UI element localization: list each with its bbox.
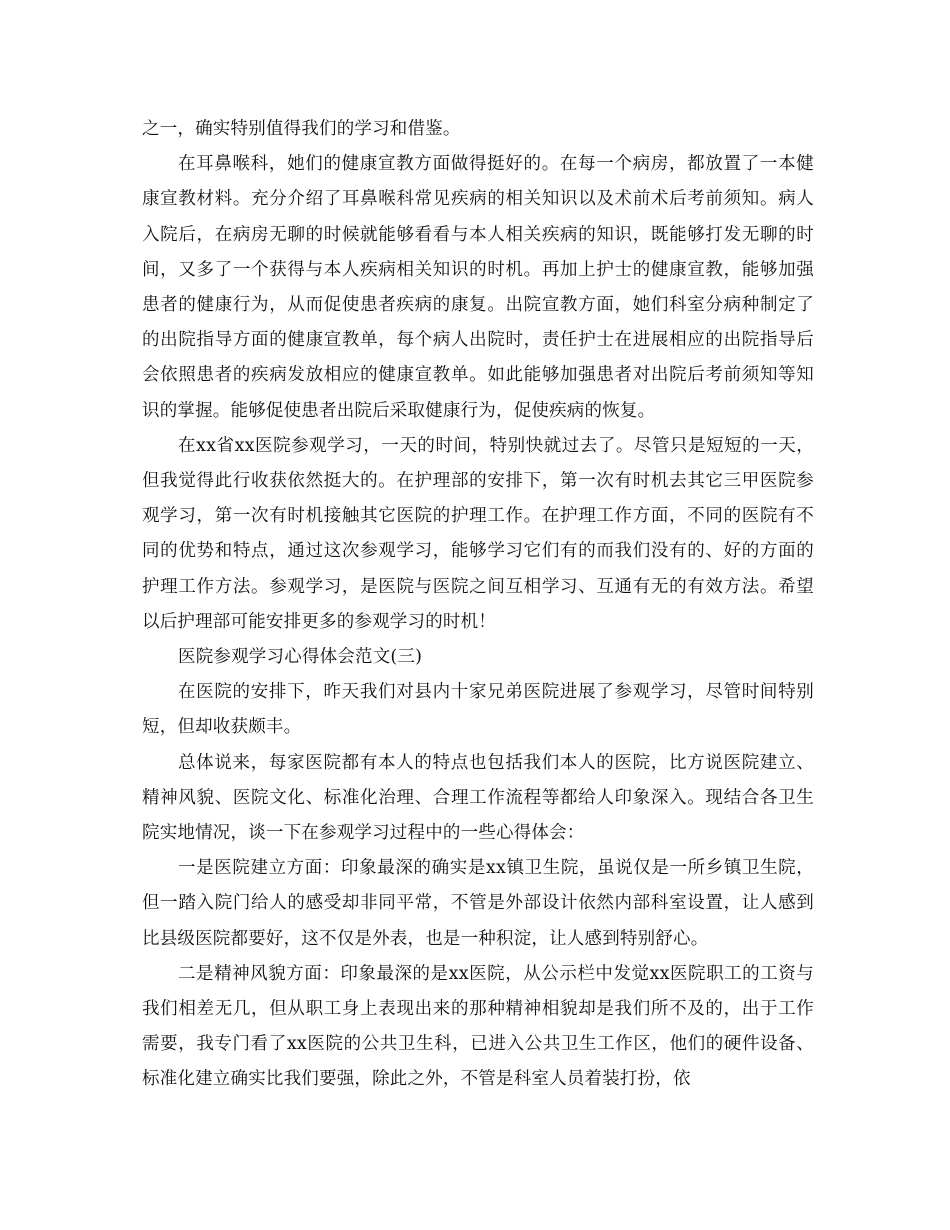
paragraph-overall: 总体说来，每家医院都有本人的特点也包括我们本人的医院，比方说医院建立、精神风貌、医院文化、标准化治理、合理工作流程等都给人印象深入。现结合各卫生院实地情况，谈一下在参观学习过程中的一些心得体会： <box>142 752 814 844</box>
paragraph-visit-intro: 在医院的安排下，昨天我们对县内十家兄弟医院进展了参观学习，尽管时间特别短，但却收获颇丰。 <box>142 682 814 738</box>
paragraph-hospital-construction: 一是医院建立方面：印象最深的确实是xx镇卫生院，虽说仅是一所乡镇卫生院，但一踏入院门给人的感受却非同平常，不管是外部设计依然内部科室设置，让人感到比县级医院都要好，这不仅是外表，也是一种积淀，让人感到特别舒心。 <box>142 858 814 949</box>
paragraph-hospital-visit-summary: 在xx省xx医院参观学习，一天的时间，特别快就过去了。尽管只是短短的一天，但我觉得此行收获依然挺大的。在护理部的安排下，第一次有时机去其它三甲医院参观学习，第一次有时机接触其它医院的护理工作。在护理工作方面，不同的医院有不同的优势和特点，通过这次参观学习，能够学习它们有的而我们没有的、好的方面的护理工作方法。参观学习，是医院与医院之间互相学习、互通有无的有效方法。希望以后护理部可能安排更多的参观学习的时机！ <box>142 435 814 632</box>
paragraph-continuation: 之一，确实特别值得我们的学习和借鉴。 <box>142 119 461 139</box>
document-body <box>142 112 814 1098</box>
paragraph-ent-health-education: 在耳鼻喉科，她们的健康宣教方面做得挺好的。在每一个病房，都放置了一本健康宣教材料。充分介绍了耳鼻喉科常见疾病的相关知识以及术前术后考前须知。病人入院后，在病房无聊的时候就能够看看与本人相关疾病的知识，既能够打发无聊的时间，又多了一个获得与本人疾病相关知识的时机。再加上护士的健康宣教，能够加强患者的健康行为，从而促使患者疾病的康复。出院宣教方面，她们科室分病种制定了的出院指导方面的健康宣教单，每个病人出院时，责任护士在进展相应的出院指导后会依照患者的疾病发放相应的健康宣教单。如此能够加强患者对出院后考前须知等知识的掌握。能够促使患者出院后采取健康行为，促使疾病的恢复。 <box>142 154 814 421</box>
paragraph-spirit: 二是精神风貌方面：印象最深的是xx医院，从公示栏中发觉xx医院职工的工资与我们相差无几，但从职工身上表现出来的那种精神相貌却是我们所不及的，出于工作需要，我专门看了xx医院的公共卫生科，已进入公共卫生工作区，他们的硬件设备、标准化建立确实比我们要强，除此之外，不管是科室人员着装打扮，依 <box>142 963 814 1090</box>
section-heading: 医院参观学习心得体会范文(三) <box>178 647 423 668</box>
